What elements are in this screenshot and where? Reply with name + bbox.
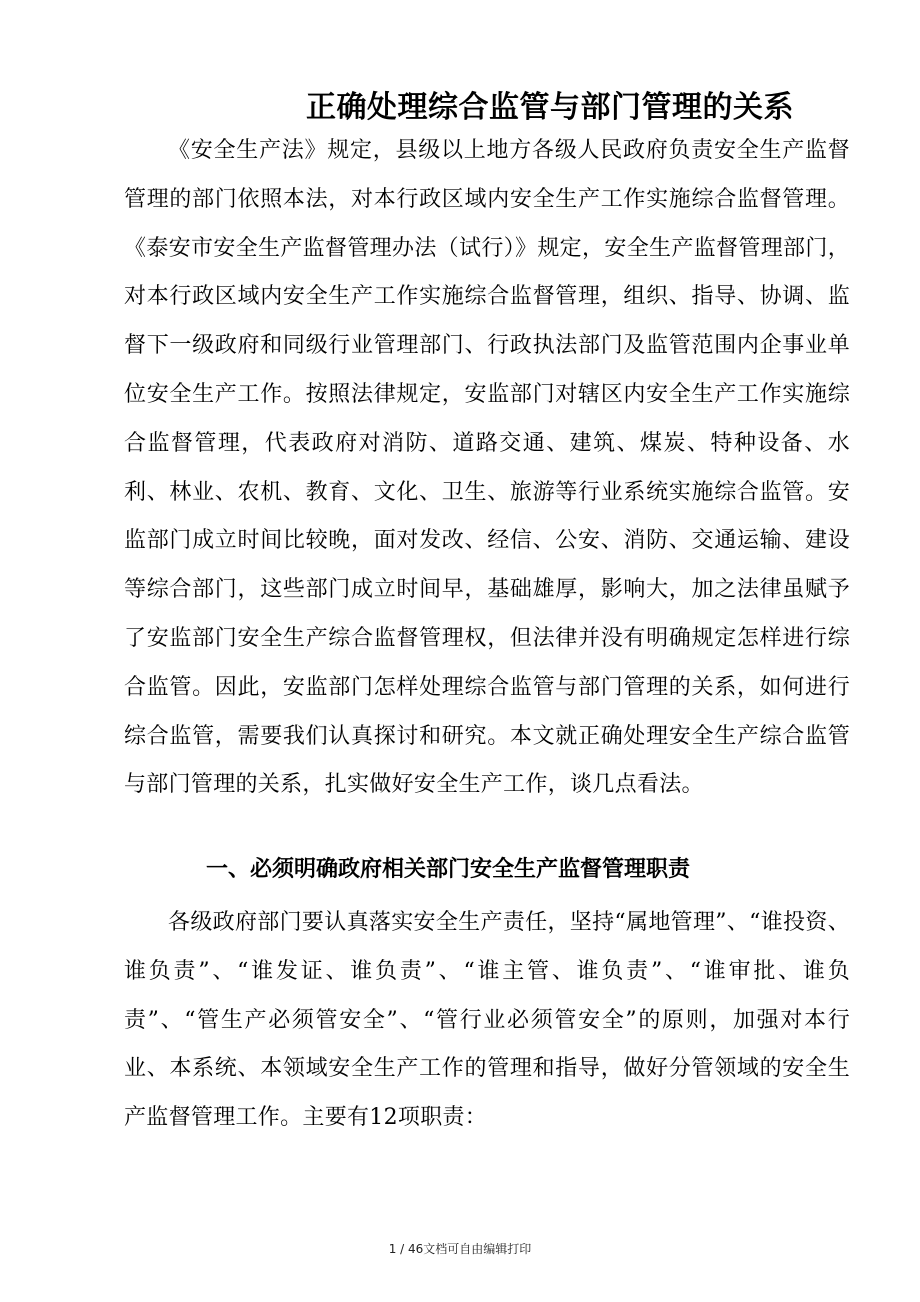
intro-paragraph: 《安全生产法》规定，县级以上地方各级人民政府负责安全生产监督管理的部门依照本法，对本行政区域内安全生产工作实施综合监督管理。《泰安市安全生产监督管理办法（试行）》规定，安全生产监督管理部门，对本行政区域内安全生产工作实施综合监督管理，组织、指导、协调、监督下一级政府和同级行业管理部门、行政执法部门及监管范围内企事业单位安全生产工作。按照法律规定，安监部门对辖区内安全生产工作实施综合监督管理，代表政府对消防、道路交通、建筑、煤炭、特种设备、水利、林业、农机、教育、文化、卫生、旅游等行业系统实施综合监管。安监部门成立时间比较晚，面对发改、经信、公安、消防、交通运输、建设等综合部门，这些部门成立时间早，基础雄厚，影响大，加之法律虽赋予了安监部门安全生产综合监督管理权，但法律并没有明确规定怎样进行综合监管。因此，安监部门怎样处理综合监管与部门管理的关系，如何进行综合监管，需要我们认真探讨和研究。本文就正确处理安全生产综合监管与部门管理的关系，扎实做好安全生产工作，谈几点看法。 [124, 138, 850, 798]
section-heading: 一、必须明确政府相关部门安全生产监督管理职责 [206, 857, 691, 882]
document-title: 正确处理综合监管与部门管理的关系 [306, 90, 794, 125]
section-paragraph: 各级政府部门要认真落实安全生产责任，坚持“属地管理”、“谁投资、谁负责”、“谁发证、谁负责”、“谁主管、谁负责”、“谁审批、谁负责”、“管生产必须管安全”、“管行业必须管安全”的原则，加强对本行业、本系统、本领域安全生产工作的管理和指导，做好分管领域的安全生产监督管理工作。主要有12项职责： [124, 910, 850, 1131]
page-footer: 1 / 46文档可自由编辑打印 [388, 1242, 532, 1256]
